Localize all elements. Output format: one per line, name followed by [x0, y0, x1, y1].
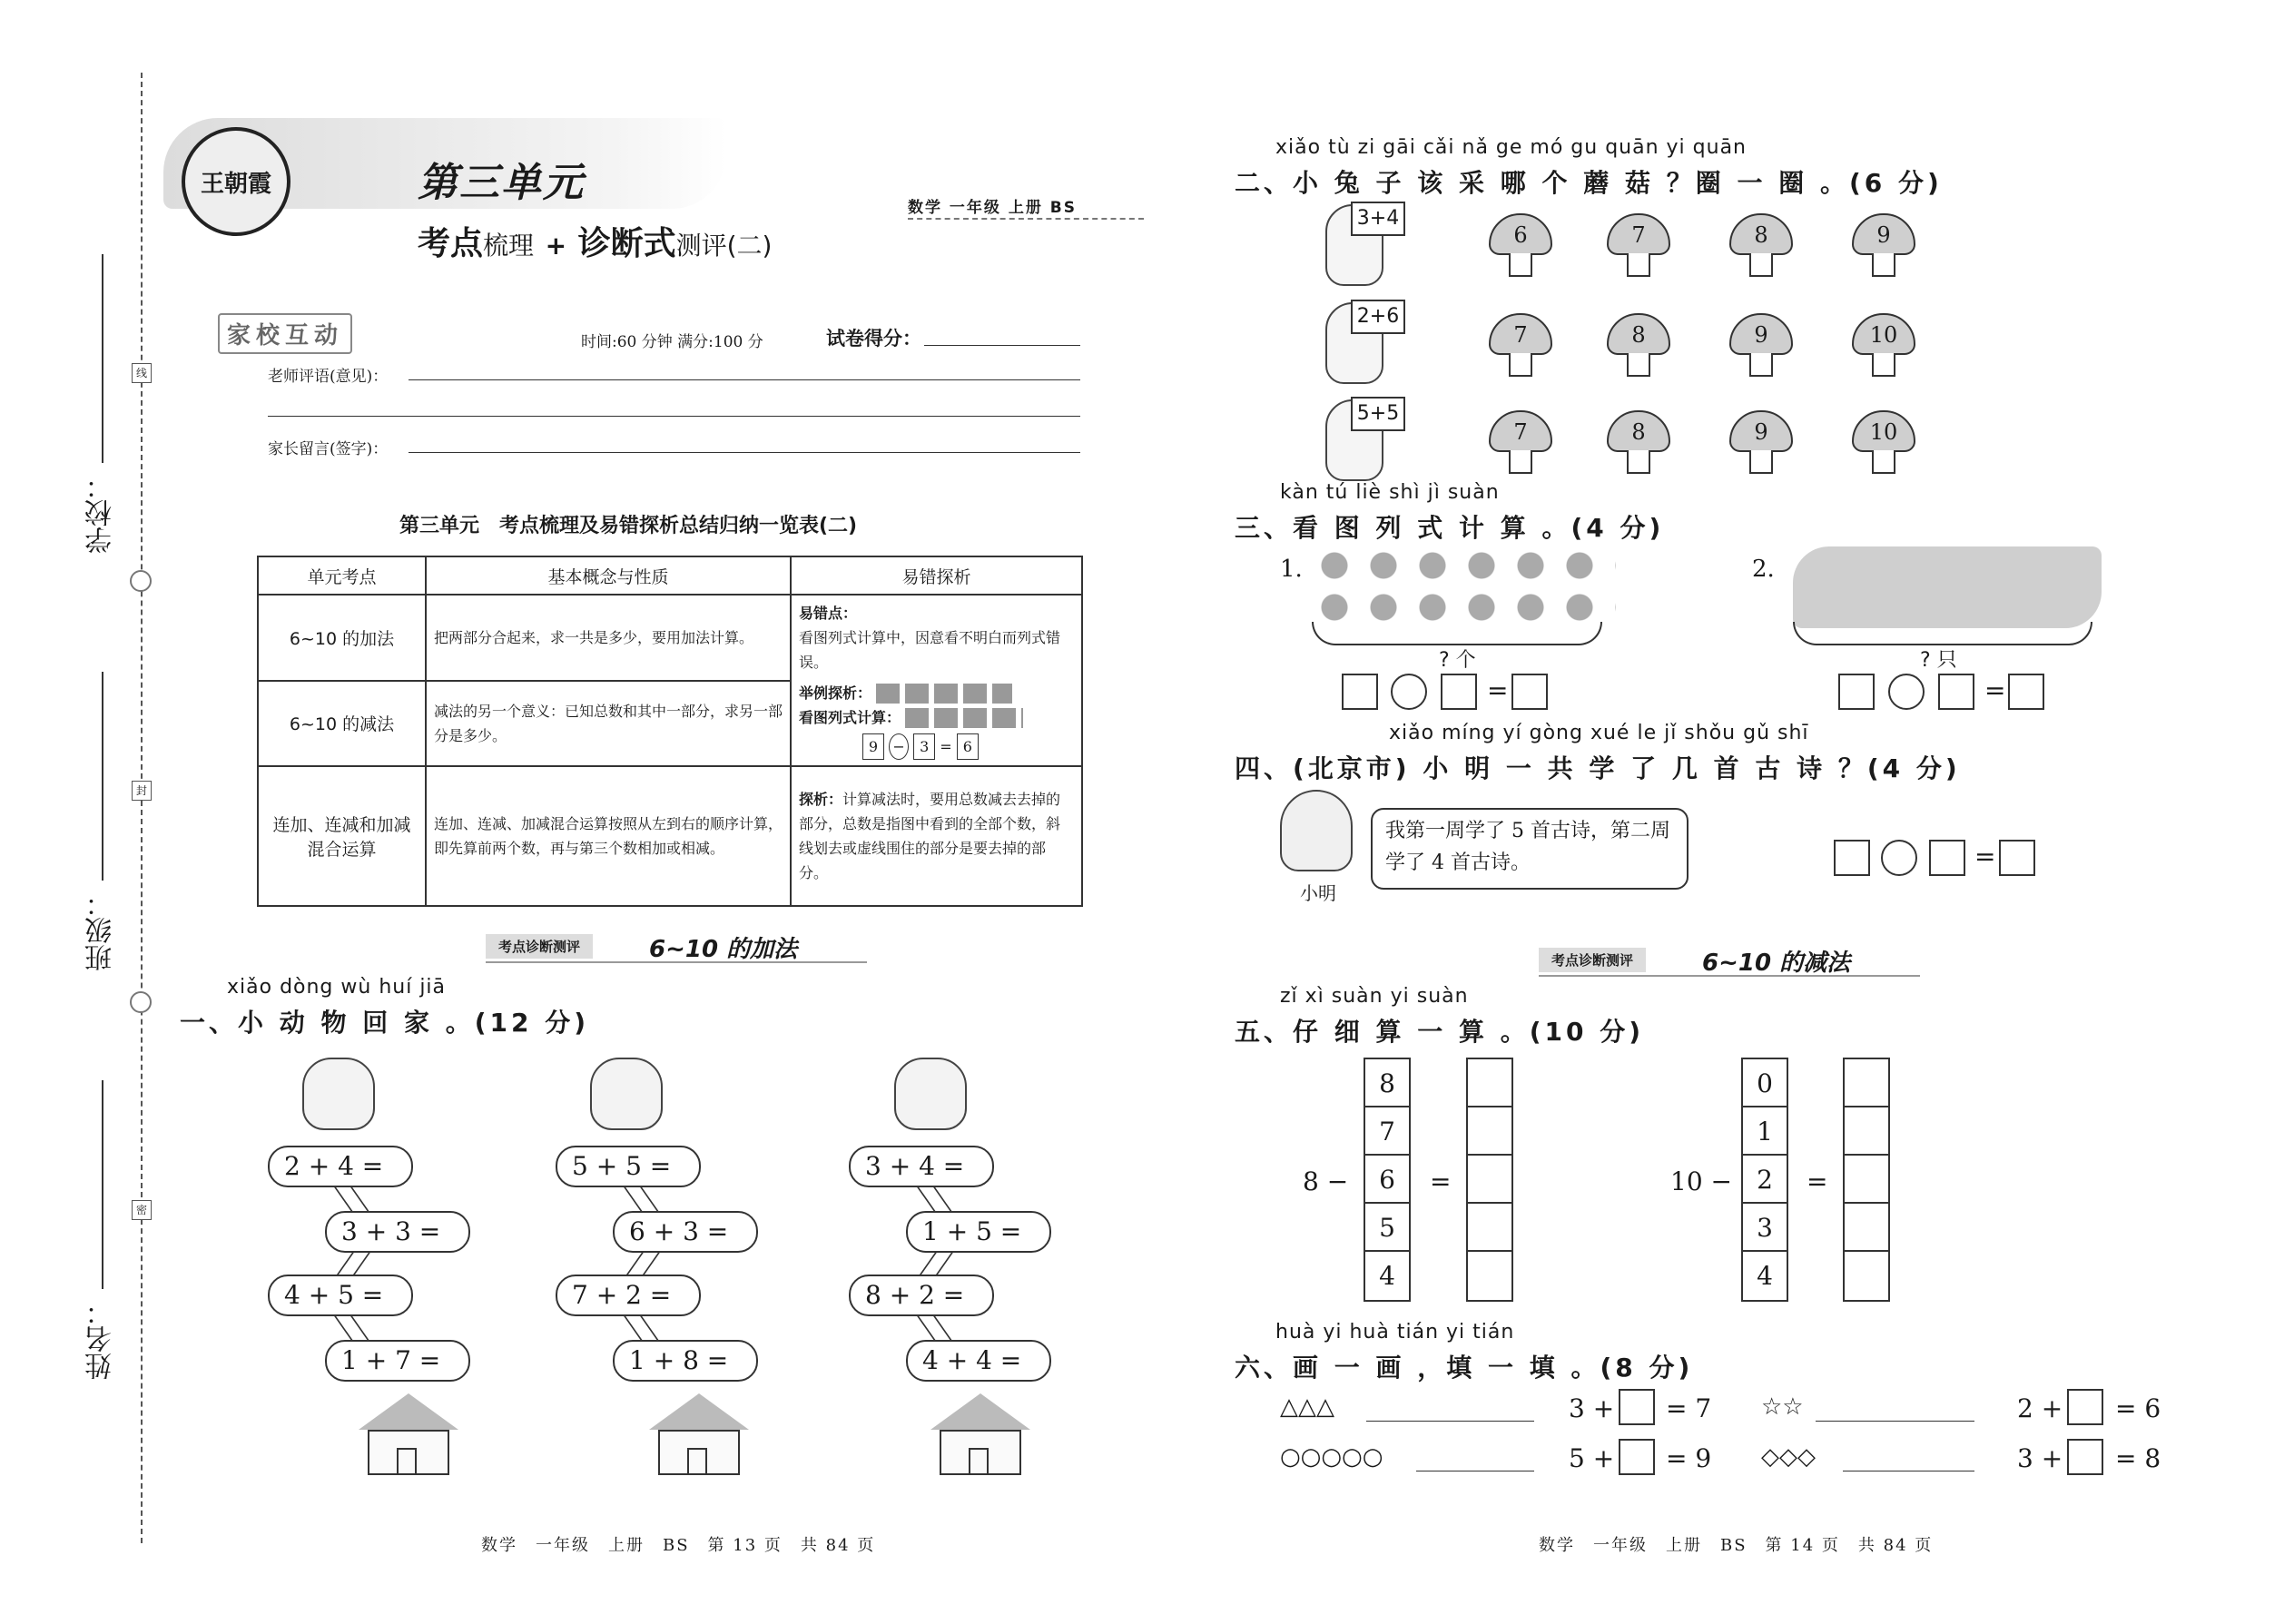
page-subtitle: 考点梳理 + 诊断式测评(二) — [418, 225, 773, 262]
name-blank[interactable] — [102, 1080, 103, 1289]
school-label: 学校： — [85, 472, 117, 554]
table-header: 基本概念与性质 — [426, 556, 791, 595]
ladder-link — [624, 1316, 660, 1342]
answer-box[interactable] — [1999, 840, 2035, 876]
addition-equation[interactable]: 5 + 5 = — [556, 1146, 701, 1187]
addition-equation[interactable]: 4 + 5 = — [268, 1275, 413, 1316]
house-illustration — [359, 1393, 458, 1475]
ladder-link — [917, 1187, 953, 1213]
addition-equation[interactable]: 6 + 3 = — [613, 1211, 758, 1253]
brace — [1312, 622, 1602, 645]
drawing-line[interactable] — [1816, 1421, 1974, 1422]
summary-table — [257, 556, 1083, 907]
mushroom-option[interactable]: 10 — [1852, 313, 1915, 377]
score-field[interactable] — [924, 345, 1080, 346]
leaf-illustration — [876, 684, 1012, 704]
home-school-badge: 家校互动 — [218, 313, 352, 354]
equation-suffix: = 7 — [1666, 1393, 1712, 1423]
operator-circle[interactable] — [1391, 674, 1427, 710]
answer-box[interactable] — [2067, 1389, 2103, 1425]
problem-number: 2. — [1752, 556, 1775, 583]
q6-title: 六、画 一 画 ，填 一 填 。(8 分) — [1235, 1353, 1694, 1383]
subtrahend-column: 0 1 2 3 4 — [1741, 1058, 1788, 1302]
q5-title: 五、仔 细 算 一 算 。(10 分) — [1235, 1017, 1645, 1047]
table-topic: 连加、连减和加减混合运算 — [258, 766, 426, 906]
boy-name: 小明 — [1300, 882, 1336, 904]
mushroom-option[interactable]: 7 — [1607, 213, 1670, 277]
addition-equation[interactable]: 1 + 7 = — [325, 1340, 470, 1382]
brace — [1793, 622, 2092, 645]
summary-table-title: 第三单元 考点梳理及易错探析总结归纳一览表(二) — [399, 515, 858, 537]
divider — [908, 218, 1144, 220]
ladder-link — [624, 1187, 660, 1213]
house-illustration — [930, 1393, 1030, 1475]
name-label: 姓名： — [85, 1298, 117, 1380]
leaf-illustration — [905, 708, 1023, 728]
answer-box[interactable] — [1834, 840, 1870, 876]
section-banner-subtraction: 考点诊断测评 6~10 的减法 — [1539, 944, 1920, 977]
school-blank[interactable] — [102, 254, 103, 463]
addition-equation[interactable]: 2 + 4 = — [268, 1146, 413, 1187]
q3-title: 三、看 图 列 式 计 算 。(4 分) — [1235, 513, 1665, 543]
addition-equation[interactable]: 8 + 2 = — [849, 1275, 994, 1316]
score-label: 试卷得分： — [826, 327, 921, 349]
page-footer: 数学 一年级 上册 BS 第 14 页 共 84 页 — [1539, 1536, 1934, 1555]
answer-box[interactable] — [2008, 674, 2044, 710]
page-footer: 数学 一年级 上册 BS 第 13 页 共 84 页 — [481, 1536, 876, 1555]
q6-pinyin: huà yi huà tián yi tián — [1275, 1321, 1515, 1343]
table-header: 易错探析 — [791, 556, 1082, 595]
mushroom-option[interactable]: 10 — [1852, 410, 1915, 474]
time-info: 时间:60 分钟 满分:100 分 — [581, 333, 763, 351]
equals-sign: = — [1984, 675, 2006, 705]
cat-illustration — [302, 1058, 375, 1130]
ladder-link — [334, 1187, 370, 1213]
problem-number: 1. — [1280, 556, 1303, 583]
equals-sign: = — [1487, 675, 1509, 705]
table-concept: 连加、连减、加减混合运算按照从左到右的顺序计算，即先算前两个数，再与第三个数相加或相减。 — [426, 766, 791, 906]
q3-pinyin: kàn tú liè shì jì suàn — [1280, 481, 1500, 504]
house-illustration — [649, 1393, 749, 1475]
equation-prefix: 2 + — [2017, 1393, 2063, 1423]
result-column[interactable] — [1466, 1058, 1513, 1302]
answer-box[interactable] — [1511, 674, 1548, 710]
subtraction-prefix: 8 − — [1303, 1166, 1349, 1196]
table-concept: 把两部分合起来，求一共是多少，要用加法计算。 — [426, 595, 791, 681]
mushroom-option[interactable]: 7 — [1489, 410, 1552, 474]
mushroom-option[interactable]: 8 — [1729, 213, 1793, 277]
q2-title: 二、小 兔 子 该 采 哪 个 蘑 菇 ？圈 一 圈 。(6 分) — [1235, 168, 1943, 198]
class-blank[interactable] — [102, 672, 103, 881]
answer-box[interactable] — [1619, 1389, 1655, 1425]
subtrahend-column: 8 7 6 5 4 — [1364, 1058, 1411, 1302]
unit-title: 第三单元 — [418, 160, 585, 206]
mushroom-option[interactable]: 9 — [1729, 410, 1793, 474]
speech-bubble: 我第一周学了 5 首古诗，第二周学了 4 首古诗。 — [1371, 808, 1689, 890]
mushroom-option[interactable]: 9 — [1852, 213, 1915, 277]
parent-note-field[interactable] — [409, 452, 1080, 453]
equation-suffix: = 6 — [2115, 1393, 2161, 1423]
binding-mark: 线 — [132, 363, 152, 383]
shape-group: ○○○○○ — [1280, 1443, 1383, 1471]
answer-box[interactable] — [1619, 1439, 1655, 1475]
rabbit-sign: 2+6 — [1351, 300, 1405, 334]
mushroom-option[interactable]: 9 — [1729, 313, 1793, 377]
drawing-line[interactable] — [1366, 1421, 1534, 1422]
answer-box[interactable] — [1441, 674, 1477, 710]
mushroom-option[interactable]: 8 — [1607, 313, 1670, 377]
table-pitfall: 易错点： 看图列式计算中，因意看不明白而列式错误。 举例探析： 看图列式计算： 9 − 3 = 6 — [791, 595, 1082, 766]
equation-prefix: 3 + — [2017, 1443, 2063, 1473]
teacher-comment-field-2[interactable] — [268, 416, 1080, 417]
equals-sign: = — [1430, 1166, 1452, 1196]
mushroom-option[interactable]: 7 — [1489, 313, 1552, 377]
table-topic: 6~10 的加法 — [258, 595, 426, 681]
unknown-count-label: ? 个 — [1439, 649, 1476, 672]
shape-group: ☆☆ — [1761, 1393, 1804, 1421]
equals-sign: = — [1974, 842, 1996, 871]
q1-pinyin: xiǎo dòng wù huí jiā — [227, 976, 447, 999]
addition-equation[interactable]: 3 + 4 = — [849, 1146, 994, 1187]
teacher-comment-field[interactable] — [409, 379, 1080, 380]
brand-logo: 王朝霞 — [182, 127, 290, 236]
equation-prefix: 3 + — [1569, 1393, 1615, 1423]
table-analysis: 探析：计算减法时，要用总数减去去掉的部分，总数是指图中看到的全部个数，斜线划去或虚线围住的部分是要去掉的部分。 — [791, 766, 1082, 906]
q4-title: 四、(北京市) 小 明 一 共 学 了 几 首 古 诗 ？(4 分) — [1235, 753, 1961, 783]
teacher-comment-label: 老师评语(意见)： — [268, 368, 389, 386]
punch-hole — [130, 991, 152, 1013]
answer-box[interactable] — [1838, 674, 1875, 710]
rabbit-sign: 3+4 — [1351, 202, 1405, 236]
subject-tag: 数学 一年级 上册 BS — [908, 199, 1077, 217]
answer-box[interactable] — [1929, 840, 1965, 876]
addition-equation[interactable]: 3 + 3 = — [325, 1211, 470, 1253]
table-header: 单元考点 — [258, 556, 426, 595]
class-label: 班级： — [85, 890, 117, 971]
punch-hole — [130, 570, 152, 592]
operator-circle[interactable] — [1888, 674, 1925, 710]
answer-box[interactable] — [1342, 674, 1378, 710]
binding-mark: 密 — [132, 1200, 152, 1220]
binding-mark: 封 — [132, 781, 152, 801]
answer-box[interactable] — [2067, 1439, 2103, 1475]
unknown-count-label: ? 只 — [1920, 649, 1957, 672]
q1-title: 一、小 动 物 回 家 。(12 分) — [180, 1008, 590, 1038]
pig-illustration — [590, 1058, 663, 1130]
addition-equation[interactable]: 4 + 4 = — [906, 1340, 1051, 1382]
mushroom-option[interactable]: 8 — [1607, 410, 1670, 474]
equation-prefix: 5 + — [1569, 1443, 1615, 1473]
mushroom-option[interactable]: 6 — [1489, 213, 1552, 277]
dog-illustration — [894, 1058, 967, 1130]
section-banner-addition: 考点诊断测评 6~10 的加法 — [486, 930, 867, 963]
ladder-link — [334, 1316, 370, 1342]
q2-pinyin: xiǎo tù zi gāi cǎi nǎ ge mó gu quān yi quān — [1275, 136, 1747, 159]
ladder-link — [917, 1316, 953, 1342]
table-concept: 减法的另一个意义：已知总数和其中一部分，求另一部分是多少。 — [426, 681, 791, 767]
shape-group: ◇◇◇ — [1761, 1443, 1816, 1471]
addition-equation[interactable]: 1 + 5 = — [906, 1211, 1051, 1253]
answer-box[interactable] — [1938, 674, 1974, 710]
subtraction-prefix: 10 − — [1670, 1166, 1732, 1196]
peach-illustration — [1316, 549, 1616, 631]
parent-note-label: 家长留言(签字)： — [268, 440, 389, 458]
boy-illustration — [1280, 790, 1353, 871]
rabbit-sign: 5+5 — [1351, 397, 1405, 431]
q4-pinyin: xiǎo míng yí gòng xué le jǐ shǒu gǔ shī — [1389, 722, 1809, 744]
panda-illustration — [1793, 546, 2102, 628]
addition-equation[interactable]: 1 + 8 = — [613, 1340, 758, 1382]
table-topic: 6~10 的减法 — [258, 681, 426, 767]
result-column[interactable] — [1843, 1058, 1890, 1302]
q5-pinyin: zǐ xì suàn yi suàn — [1280, 985, 1469, 1008]
binding-cut-line — [141, 73, 143, 1543]
equation-suffix: = 9 — [1666, 1443, 1712, 1473]
equals-sign: = — [1807, 1166, 1828, 1196]
equation-suffix: = 8 — [2115, 1443, 2161, 1473]
addition-equation[interactable]: 7 + 2 = — [556, 1275, 701, 1316]
shape-group: △△△ — [1280, 1393, 1334, 1421]
operator-circle[interactable] — [1881, 840, 1917, 876]
